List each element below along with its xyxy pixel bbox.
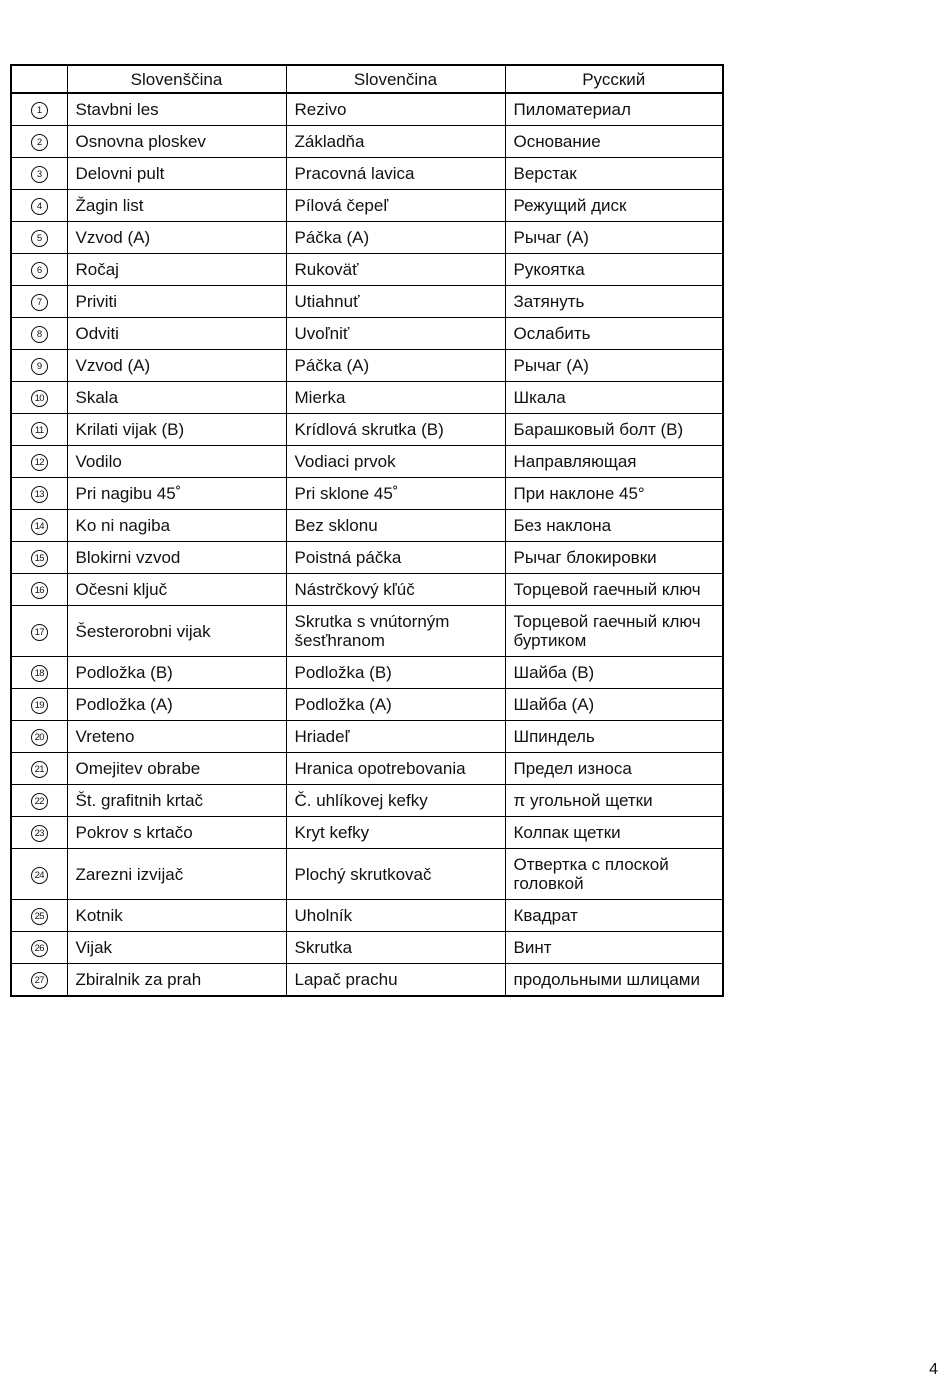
slovencina-cell: Skrutka (286, 932, 505, 964)
table-header (11, 65, 723, 93)
circled-number: 18 (31, 665, 48, 682)
slovenscina-cell: Pokrov s krtačo (67, 817, 286, 849)
circled-number: 2 (31, 134, 48, 151)
table-row (11, 785, 723, 817)
circled-number: 3 (31, 166, 48, 183)
russian-cell: Затянуть (505, 286, 723, 318)
row-number-cell (11, 414, 67, 446)
russian-cell: Ослабить (505, 318, 723, 350)
slovenscina-cell: Skala (67, 382, 286, 414)
russian-cell: Рукоятка (505, 254, 723, 286)
russian-cell: Основание (505, 126, 723, 158)
russian-cell: Пиломатериал (505, 93, 723, 126)
header-number (11, 65, 67, 93)
table-row (11, 286, 723, 318)
slovencina-cell: Základňa (286, 126, 505, 158)
row-number-cell (11, 254, 67, 286)
slovencina-cell: Utiahnuť (286, 286, 505, 318)
slovencina-cell: Pracovná lavica (286, 158, 505, 190)
slovenscina-cell: Vreteno (67, 721, 286, 753)
slovenscina-cell: Delovni pult (67, 158, 286, 190)
circled-number: 21 (31, 761, 48, 778)
slovenscina-cell: Stavbni les (67, 93, 286, 126)
circled-number: 10 (31, 390, 48, 407)
row-number-cell (11, 721, 67, 753)
slovenscina-cell: Zbiralnik za prah (67, 964, 286, 997)
header-row (11, 65, 723, 93)
slovencina-cell: Pri sklone 45˚ (286, 478, 505, 510)
table-row (11, 350, 723, 382)
circled-number: 24 (31, 867, 48, 884)
russian-cell: Без наклона (505, 510, 723, 542)
table-row (11, 900, 723, 932)
row-number-cell (11, 126, 67, 158)
slovenscina-cell: Odviti (67, 318, 286, 350)
russian-cell: Шпиндель (505, 721, 723, 753)
russian-cell: π угольной щетки (505, 785, 723, 817)
russian-cell: продольными шлицами (505, 964, 723, 997)
russian-cell: Квадрат (505, 900, 723, 932)
slovenscina-cell: Zarezni izvijač (67, 849, 286, 900)
circled-number: 4 (31, 198, 48, 215)
table-row (11, 158, 723, 190)
circled-number: 1 (31, 102, 48, 119)
circled-number: 26 (31, 940, 48, 957)
table-row (11, 932, 723, 964)
russian-cell: Шайба (A) (505, 689, 723, 721)
table-row (11, 222, 723, 254)
table-row (11, 753, 723, 785)
row-number-cell (11, 542, 67, 574)
russian-cell: Рычаг блокировки (505, 542, 723, 574)
slovenscina-cell: Ročaj (67, 254, 286, 286)
table-row (11, 606, 723, 657)
table-row (11, 93, 723, 126)
table-row (11, 382, 723, 414)
slovenscina-cell: Ko ni nagiba (67, 510, 286, 542)
slovenscina-cell: Podložka (A) (67, 689, 286, 721)
russian-cell: Предел износа (505, 753, 723, 785)
circled-number: 9 (31, 358, 48, 375)
table-row (11, 318, 723, 350)
slovenscina-cell: Očesni ključ (67, 574, 286, 606)
slovenscina-cell: Podložka (B) (67, 657, 286, 689)
table-body (11, 93, 723, 996)
slovencina-cell: Rezivo (286, 93, 505, 126)
russian-cell: Шайба (B) (505, 657, 723, 689)
slovencina-cell: Rukoväť (286, 254, 505, 286)
slovencina-cell: Krídlová skrutka (B) (286, 414, 505, 446)
table-row (11, 849, 723, 900)
row-number-cell (11, 849, 67, 900)
russian-cell: Шкала (505, 382, 723, 414)
slovenscina-cell: Blokirni vzvod (67, 542, 286, 574)
row-number-cell (11, 574, 67, 606)
slovenscina-cell: Vzvod (A) (67, 222, 286, 254)
slovencina-cell: Uvoľniť (286, 318, 505, 350)
slovencina-cell: Lapač prachu (286, 964, 505, 997)
row-number-cell (11, 753, 67, 785)
slovenscina-cell: Žagin list (67, 190, 286, 222)
row-number-cell (11, 900, 67, 932)
circled-number: 13 (31, 486, 48, 503)
table-row (11, 190, 723, 222)
slovencina-cell: Podložka (A) (286, 689, 505, 721)
russian-cell: Режущий диск (505, 190, 723, 222)
row-number-cell (11, 817, 67, 849)
russian-cell: Барашковый болт (B) (505, 414, 723, 446)
row-number-cell (11, 689, 67, 721)
russian-cell: Рычаг (A) (505, 222, 723, 254)
row-number-cell (11, 318, 67, 350)
slovenscina-cell: Osnovna ploskev (67, 126, 286, 158)
circled-number: 11 (31, 422, 48, 439)
slovencina-cell: Plochý skrutkovač (286, 849, 505, 900)
table-row (11, 254, 723, 286)
row-number-cell (11, 510, 67, 542)
slovencina-cell: Pílová čepeľ (286, 190, 505, 222)
circled-number: 17 (31, 624, 48, 641)
circled-number: 27 (31, 972, 48, 989)
header-russian: Русский (505, 65, 723, 93)
table-row (11, 689, 723, 721)
russian-cell: Рычаг (A) (505, 350, 723, 382)
circled-number: 12 (31, 454, 48, 471)
russian-cell: При наклоне 45° (505, 478, 723, 510)
table-row (11, 478, 723, 510)
russian-cell: Колпак щетки (505, 817, 723, 849)
slovenscina-cell: Kotnik (67, 900, 286, 932)
row-number-cell (11, 657, 67, 689)
slovencina-cell: Páčka (A) (286, 350, 505, 382)
russian-cell: Винт (505, 932, 723, 964)
row-number-cell (11, 932, 67, 964)
row-number-cell (11, 190, 67, 222)
table-row (11, 510, 723, 542)
circled-number: 15 (31, 550, 48, 567)
slovenscina-cell: Priviti (67, 286, 286, 318)
slovencina-cell: Skrutka s vnútorným šesťhranom (286, 606, 505, 657)
slovencina-cell: Hriadeľ (286, 721, 505, 753)
slovencina-cell: Hranica opotrebovania (286, 753, 505, 785)
circled-number: 14 (31, 518, 48, 535)
circled-number: 6 (31, 262, 48, 279)
circled-number: 25 (31, 908, 48, 925)
row-number-cell (11, 158, 67, 190)
circled-number: 20 (31, 729, 48, 746)
circled-number: 19 (31, 697, 48, 714)
page-number: 4 (929, 1361, 938, 1378)
slovencina-cell: Nástrčkový kľúč (286, 574, 505, 606)
slovenscina-cell: Krilati vijak (B) (67, 414, 286, 446)
russian-cell: Направляющая (505, 446, 723, 478)
slovencina-cell: Bez sklonu (286, 510, 505, 542)
row-number-cell (11, 606, 67, 657)
slovencina-cell: Páčka (A) (286, 222, 505, 254)
slovencina-cell: Mierka (286, 382, 505, 414)
header-slovenscina: Slovenščina (67, 65, 286, 93)
table-row (11, 817, 723, 849)
russian-cell: Торцевой гаечный ключ буртиком (505, 606, 723, 657)
slovencina-cell: Kryt kefky (286, 817, 505, 849)
slovencina-cell: Vodiaci prvok (286, 446, 505, 478)
slovenscina-cell: Vzvod (A) (67, 350, 286, 382)
slovenscina-cell: Št. grafitnih krtač (67, 785, 286, 817)
row-number-cell (11, 446, 67, 478)
table-row (11, 542, 723, 574)
slovenscina-cell: Šesterorobni vijak (67, 606, 286, 657)
circled-number: 5 (31, 230, 48, 247)
circled-number: 7 (31, 294, 48, 311)
row-number-cell (11, 382, 67, 414)
russian-cell: Отвертка с плоской головкой (505, 849, 723, 900)
circled-number: 16 (31, 582, 48, 599)
slovenscina-cell: Vijak (67, 932, 286, 964)
slovenscina-cell: Pri nagibu 45˚ (67, 478, 286, 510)
russian-cell: Торцевой гаечный ключ (505, 574, 723, 606)
table-row (11, 414, 723, 446)
row-number-cell (11, 350, 67, 382)
slovencina-cell: Č. uhlíkovej kefky (286, 785, 505, 817)
slovencina-cell: Podložka (B) (286, 657, 505, 689)
row-number-cell (11, 93, 67, 126)
table-row (11, 574, 723, 606)
table-row (11, 721, 723, 753)
circled-number: 8 (31, 326, 48, 343)
row-number-cell (11, 222, 67, 254)
circled-number: 22 (31, 793, 48, 810)
slovenscina-cell: Vodilo (67, 446, 286, 478)
slovencina-cell: Uholník (286, 900, 505, 932)
row-number-cell (11, 478, 67, 510)
table-row (11, 446, 723, 478)
header-slovencina: Slovenčina (286, 65, 505, 93)
slovencina-cell: Poistná páčka (286, 542, 505, 574)
circled-number: 23 (31, 825, 48, 842)
row-number-cell (11, 785, 67, 817)
slovenscina-cell: Omejitev obrabe (67, 753, 286, 785)
row-number-cell (11, 964, 67, 997)
russian-cell: Верстак (505, 158, 723, 190)
table-row (11, 126, 723, 158)
row-number-cell (11, 286, 67, 318)
glossary-table (10, 64, 724, 997)
table-row (11, 657, 723, 689)
table-row (11, 964, 723, 997)
